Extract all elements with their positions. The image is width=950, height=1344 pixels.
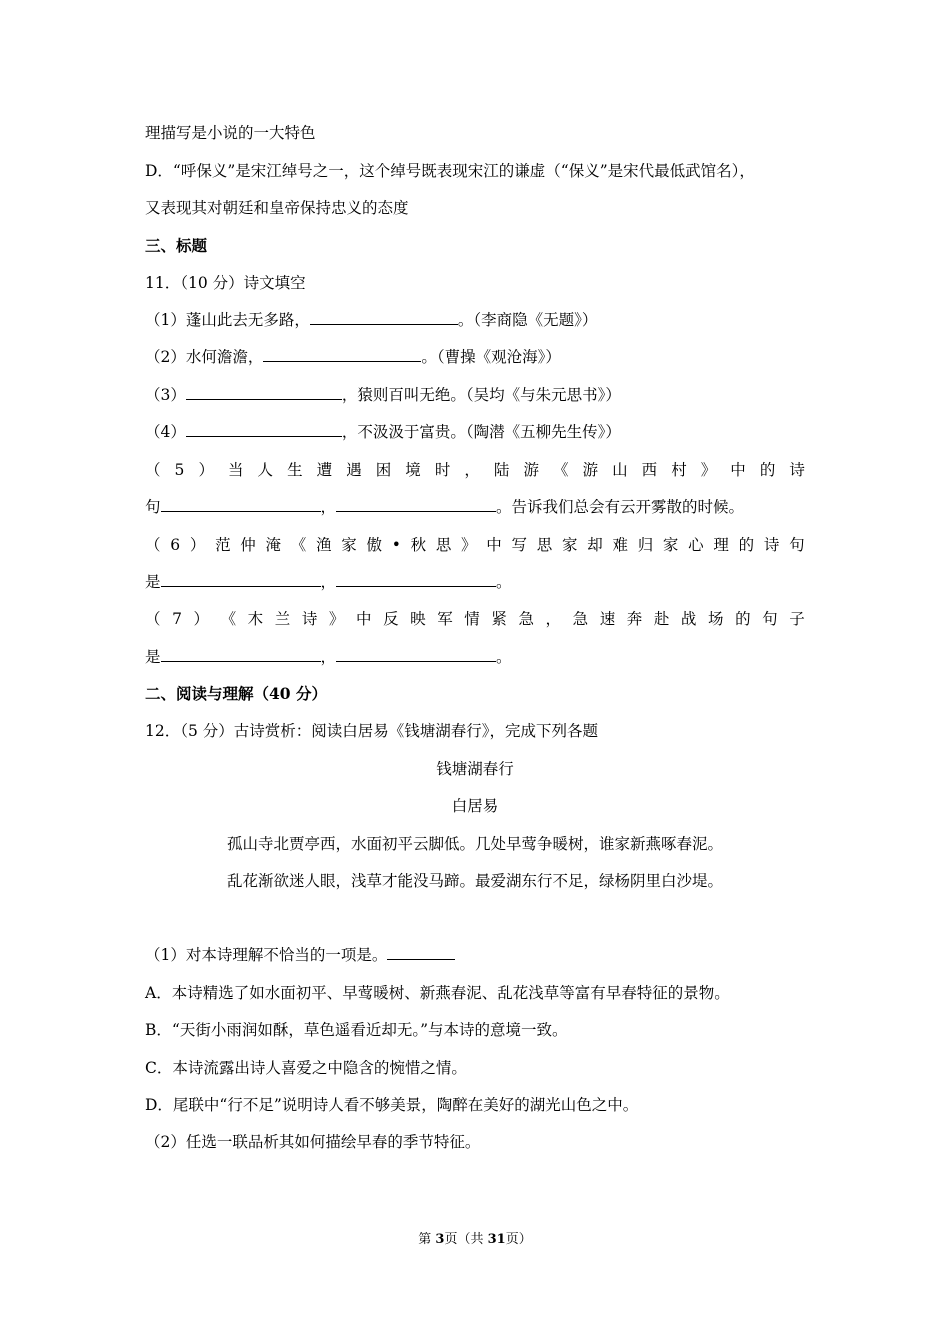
answer-blank[interactable]: [387, 944, 455, 960]
answer-blank[interactable]: [336, 496, 496, 512]
justified-char: 》: [700, 461, 717, 479]
justified-char: 兰: [274, 610, 291, 628]
justified-char: 奔: [626, 610, 643, 628]
justified-char: 家: [662, 536, 679, 554]
justified-char: 》: [461, 536, 477, 554]
q11-item-4: [145, 421, 805, 443]
page-footer: [0, 1228, 950, 1247]
text-fragment: 是: [145, 573, 161, 591]
justified-char: 句: [789, 536, 805, 554]
justified-char: 子: [789, 610, 805, 628]
option-c: C．本诗流露出诗人喜爱之中隐含的惋惜之情。: [145, 1059, 467, 1077]
q11-item-2-suffix: 。（曹操《观沧海》）: [421, 348, 561, 366]
answer-blank[interactable]: [161, 496, 321, 512]
justified-char: 的: [759, 461, 776, 479]
page-number: 3: [435, 1232, 445, 1247]
justified-char: 诗: [763, 536, 780, 554]
justified-char: ）: [189, 536, 206, 554]
q11-item-6-line-1: [145, 534, 805, 556]
justified-char: （: [145, 610, 161, 628]
justified-char: 遭: [316, 461, 333, 479]
footer-text: 第: [418, 1232, 436, 1247]
justified-char: 场: [708, 610, 724, 628]
poem-title: 钱塘湖春行: [436, 760, 514, 778]
answer-blank[interactable]: [336, 571, 496, 587]
justified-char: 中: [486, 536, 502, 554]
q12-sub-2: （2）任选一联品析其如何描绘早春的季节特征。: [145, 1133, 481, 1151]
justified-char: 5: [174, 461, 185, 479]
text-fragment: ，: [320, 498, 337, 516]
justified-char: 映: [410, 610, 426, 628]
q11-item-3-suffix: ，猿则百叫无绝。（吴均《与朱元思书》）: [341, 386, 621, 404]
justified-char: ）: [193, 610, 210, 628]
q11-item-2: [145, 346, 805, 368]
q11-item-5-line-1: [145, 459, 805, 481]
text-fragment: ，: [320, 648, 337, 666]
option-b: B．“天街小雨润如酥，草色遥看近却无。”与本诗的意境一致。: [145, 1021, 568, 1039]
justified-char: 仲: [240, 536, 256, 554]
option-d: D．尾联中“行不足”说明诗人看不够美景，陶醉在美好的湖光山色之中。: [145, 1096, 639, 1114]
q11-item-4-prefix: （4）: [145, 423, 186, 441]
justified-char: 游: [523, 461, 539, 479]
justified-char: 村: [671, 461, 687, 479]
justified-char: •: [391, 536, 401, 554]
justified-char: 却: [587, 536, 603, 554]
text-fragment: 是: [145, 648, 161, 666]
justified-char: 的: [738, 536, 755, 554]
justified-char: 急: [572, 610, 589, 628]
justified-char: 急: [518, 610, 534, 628]
q11-item-1-suffix: 。（李商隐《无题》）: [457, 311, 598, 329]
q11-item-7-line-2: [145, 646, 805, 668]
justified-char: 《: [553, 461, 569, 479]
justified-char: 《: [290, 536, 307, 554]
q12-sub-1: [145, 944, 805, 966]
poem-line: 孤山寺北贾亭西，水面初平云脚低。几处早莺争暖树，谁家新燕啄春泥。: [226, 835, 723, 853]
justified-char: 游: [582, 461, 599, 479]
text-fragment: ，: [320, 573, 337, 591]
poem-line: 乱花渐欲迷人眼，浅草才能没马蹄。最爱湖东行不足，绿杨阴里白沙堤。: [226, 872, 723, 890]
justified-char: 范: [215, 536, 231, 554]
q11-item-3: [145, 384, 805, 406]
justified-char: 家: [561, 536, 578, 554]
q11-item-4-suffix: ，不汲汲于富贵。（陶潜《五柳先生传》）: [341, 423, 621, 441]
q12-sub-1-text: （1）对本诗理解不恰当的一项是。: [145, 946, 388, 964]
poem-author: 白居易: [451, 797, 499, 815]
justified-char: ，: [464, 461, 480, 479]
page-total: 31: [487, 1232, 506, 1247]
answer-blank[interactable]: [336, 646, 496, 662]
section-heading: 二、阅读与理解（40 分）: [145, 684, 327, 703]
q11-item-3-prefix: （3）: [145, 386, 186, 404]
footer-text: 页）: [505, 1232, 532, 1247]
justified-char: 山: [612, 461, 628, 479]
text-fragment: 句: [145, 498, 161, 516]
justified-char: 当: [228, 461, 244, 479]
justified-char: 中: [355, 610, 372, 628]
answer-blank[interactable]: [161, 571, 321, 587]
q11-item-1-prefix: （1）蓬山此去无多路，: [145, 311, 310, 329]
justified-char: ）: [198, 461, 214, 479]
justified-char: 心: [688, 536, 704, 554]
justified-char: 困: [375, 461, 392, 479]
justified-char: （: [145, 461, 161, 479]
justified-char: 战: [680, 610, 697, 628]
footer-text: 页（共: [444, 1232, 488, 1247]
justified-char: 家: [341, 536, 357, 554]
justified-char: 中: [730, 461, 746, 479]
justified-char: 思: [435, 536, 452, 554]
option-a: A．本诗精选了如水面初平、早莺暖树、新燕春泥、乱花浅草等富有早春特征的景物。: [145, 984, 730, 1002]
justified-char: 》: [328, 610, 345, 628]
justified-char: 赴: [653, 610, 670, 628]
justified-char: 秋: [410, 536, 427, 554]
justified-char: 木: [247, 610, 264, 628]
question-12-title: 12．（5 分）古诗赏析：阅读白居易《钱塘湖春行》，完成下列各题: [145, 722, 599, 740]
justified-char: 反: [383, 610, 399, 628]
justified-char: 归: [637, 536, 654, 554]
justified-char: 7: [172, 610, 182, 628]
justified-char: 诗: [789, 461, 805, 479]
justified-char: 生: [287, 461, 303, 479]
justified-char: （: [145, 536, 161, 554]
q11-item-2-prefix: （2）水何澹澹，: [145, 348, 264, 366]
justified-char: 紧: [491, 610, 507, 628]
justified-char: 诗: [301, 610, 318, 628]
text-fragment: 。告诉我们总会有云开雾散的时候。: [496, 498, 745, 516]
justified-char: 遇: [346, 461, 362, 479]
justified-char: 淹: [265, 536, 282, 554]
q11-item-1: [145, 309, 805, 331]
justified-char: 的: [735, 610, 751, 628]
answer-blank[interactable]: [310, 309, 458, 325]
justified-char: 人: [257, 461, 274, 479]
justified-char: 思: [536, 536, 553, 554]
justified-char: 情: [464, 610, 480, 628]
justified-char: 句: [762, 610, 778, 628]
text-fragment: 。: [496, 648, 512, 666]
section-heading: 三、标题: [145, 236, 208, 255]
answer-blank[interactable]: [186, 421, 342, 437]
text-line: 又表现其对朝廷和皇帝保持忠义的态度: [145, 199, 409, 217]
justified-char: 速: [599, 610, 616, 628]
justified-char: ，: [545, 610, 562, 628]
justified-char: 军: [437, 610, 453, 628]
q11-item-7-line-1: [145, 608, 805, 630]
justified-char: 写: [511, 536, 528, 554]
justified-char: 理: [713, 536, 729, 554]
justified-char: 难: [612, 536, 628, 554]
q11-item-5-line-2: [145, 496, 805, 518]
option-d-line: D．“呼保义”是宋江绰号之一，这个绰号既表现宋江的谦虚（“保义”是宋代最低武馆名），: [145, 162, 755, 180]
justified-char: 6: [170, 536, 181, 554]
answer-blank[interactable]: [161, 646, 321, 662]
justified-char: 时: [434, 461, 451, 479]
justified-char: 陆: [493, 461, 510, 479]
justified-char: 境: [405, 461, 421, 479]
justified-char: 渔: [316, 536, 332, 554]
text-line: 理描写是小说的一大特色: [145, 124, 316, 142]
justified-char: 西: [641, 461, 658, 479]
text-fragment: 。: [496, 573, 512, 591]
answer-blank[interactable]: [263, 346, 421, 362]
q11-item-6-line-2: [145, 571, 805, 593]
justified-char: 《: [220, 610, 237, 628]
answer-blank[interactable]: [186, 384, 342, 400]
question-11-title: 11．（10 分）诗文填空: [145, 274, 306, 292]
justified-char: 傲: [366, 536, 382, 554]
